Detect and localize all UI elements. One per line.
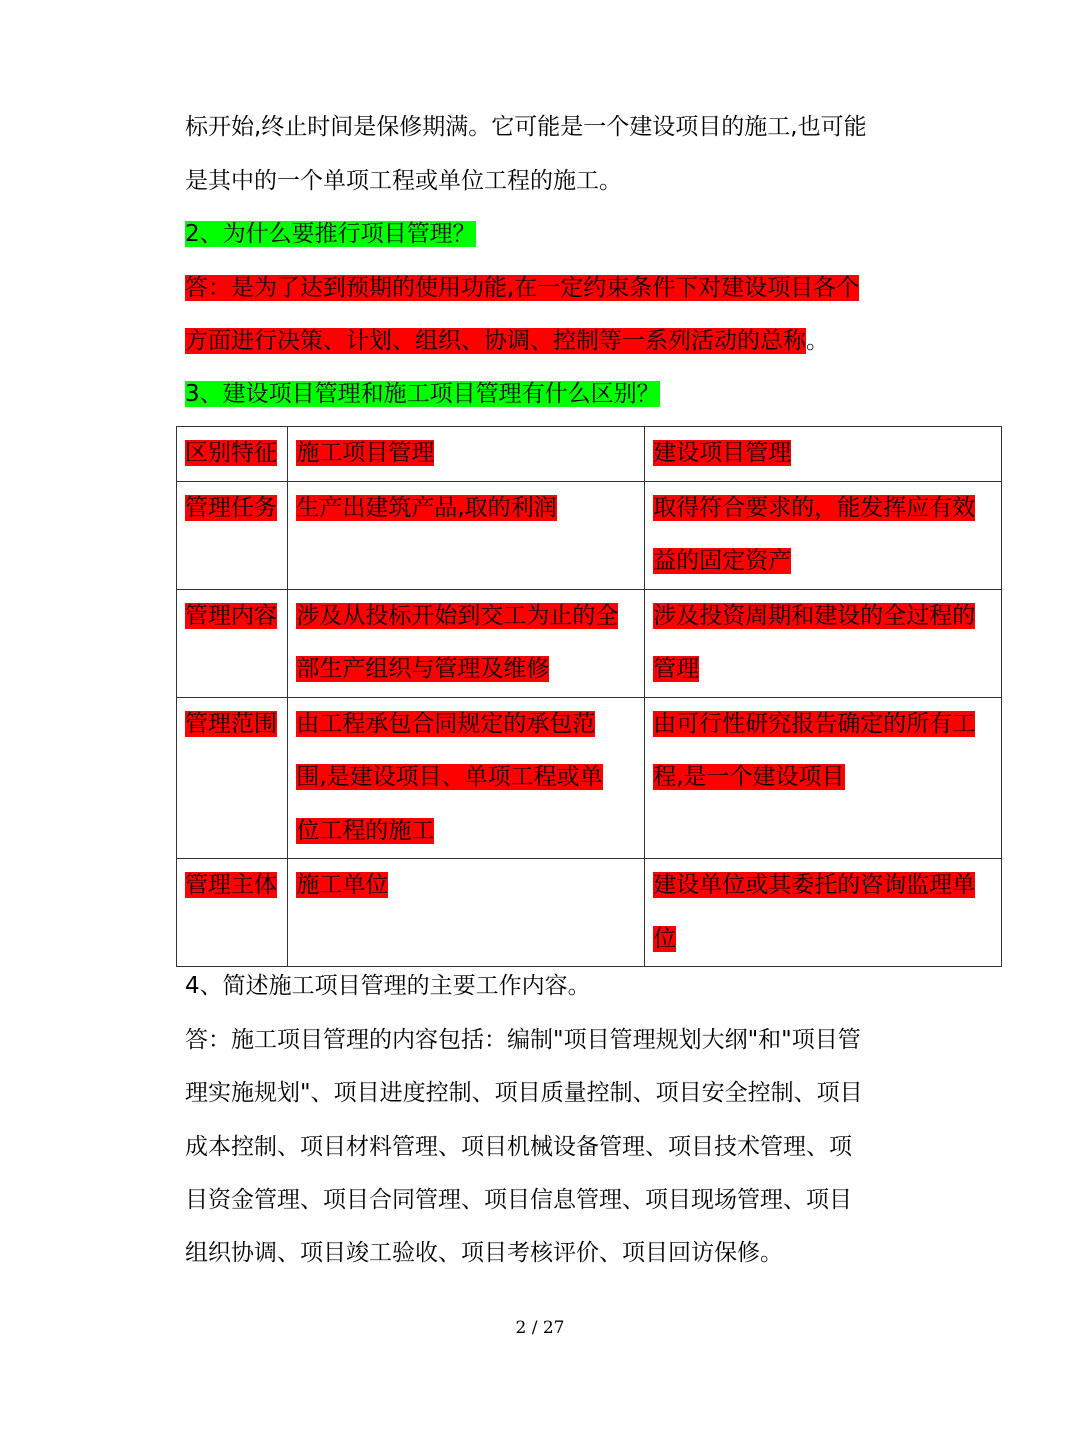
table-cell-project xyxy=(645,697,1002,859)
answer-4-line-5: 组织协调、项目竣工验收、项目考核评价、项目回访保修。 xyxy=(185,1240,783,1266)
cell-text: 涉及从投标开始到交工为止的全 xyxy=(296,602,619,629)
page-number: 2 / 27 xyxy=(515,1318,565,1338)
comparison-table xyxy=(176,426,1002,967)
cell-text: 生产出建筑产品,取的利润 xyxy=(296,494,557,521)
cell-text: 建设单位或其委托的咨询监理单 xyxy=(653,872,976,898)
table-row xyxy=(177,697,1002,859)
table-header-cell xyxy=(288,427,645,482)
answer-2-line-2-tail: 。 xyxy=(806,328,829,354)
row-feature-label: 管理任务 xyxy=(185,494,277,521)
row-feature-label: 管理范围 xyxy=(185,710,277,737)
cell-text: 由工程承包合同规定的承包范 xyxy=(296,710,596,737)
cell-text: 程,是一个建设项目 xyxy=(653,764,845,790)
cell-text: 施工单位 xyxy=(296,872,389,898)
table-cell-construction xyxy=(288,859,645,967)
header-project: 建设项目管理 xyxy=(653,440,792,466)
cell-text: 围,是建设项目、单项工程或单 xyxy=(296,764,603,790)
answer-2-line-1 xyxy=(185,273,859,303)
table-cell-project xyxy=(645,589,1002,697)
table-cell-feature xyxy=(177,481,288,589)
answer-2-line-2-text: 方面进行决策、计划、组织、协调、控制等一系列活动的总称 xyxy=(185,328,806,354)
cell-text: 位工程的施工 xyxy=(296,817,435,844)
table-cell-project xyxy=(645,481,1002,589)
answer-2-line-1-text: 答：是为了达到预期的使用功能,在一定约束条件下对建设项目各个 xyxy=(185,275,860,301)
cell-text: 涉及投资周期和建设的全过程的 xyxy=(653,602,976,629)
question-2-text: 2、为什么要推行项目管理？ xyxy=(185,221,476,247)
header-construction: 施工项目管理 xyxy=(296,440,435,466)
answer-4-line-1: 答：施工项目管理的内容包括：编制"项目管理规划大纲"和"项目管 xyxy=(185,1027,861,1053)
cell-text: 位 xyxy=(653,925,677,952)
cell-text: 益的固定资产 xyxy=(653,548,792,574)
cell-text: 取得符合要求的，能发挥应有效 xyxy=(653,494,976,521)
answer-4-line-3: 成本控制、项目材料管理、项目机械设备管理、项目技术管理、项 xyxy=(185,1134,852,1160)
table-row xyxy=(177,589,1002,697)
row-feature-label: 管理内容 xyxy=(185,602,277,629)
question-3 xyxy=(185,379,660,409)
table-header-row xyxy=(177,427,1002,482)
table-cell-feature xyxy=(177,589,288,697)
cell-text: 管理 xyxy=(653,656,700,682)
answer-4-line-4: 目资金管理、项目合同管理、项目信息管理、项目现场管理、项目 xyxy=(185,1187,852,1213)
row-feature-label: 管理主体 xyxy=(185,872,277,898)
question-4: 4、简述施工项目管理的主要工作内容。 xyxy=(185,973,591,999)
table-cell-feature xyxy=(177,697,288,859)
table-cell-project xyxy=(645,859,1002,967)
table-header-cell xyxy=(177,427,288,482)
answer-2-line-2 xyxy=(185,326,829,356)
cell-text: 部生产组织与管理及维修 xyxy=(296,656,550,682)
cell-text: 由可行性研究报告确定的所有工 xyxy=(653,710,976,737)
question-3-text: 3、建设项目管理和施工项目管理有什么区别？ xyxy=(185,381,660,407)
question-2 xyxy=(185,219,476,249)
table-row xyxy=(177,859,1002,967)
table-cell-construction xyxy=(288,589,645,697)
intro-line-1: 标开始,终止时间是保修期满。它可能是一个建设项目的施工,也可能 xyxy=(185,114,867,140)
answer-4-line-2: 理实施规划"、项目进度控制、项目质量控制、项目安全控制、项目 xyxy=(185,1080,863,1106)
header-feature: 区别特征 xyxy=(185,440,277,466)
table-row xyxy=(177,481,1002,589)
table-cell-construction xyxy=(288,697,645,859)
table-header-cell xyxy=(645,427,1002,482)
table-cell-construction xyxy=(288,481,645,589)
intro-line-2: 是其中的一个单项工程或单位工程的施工。 xyxy=(185,168,622,194)
table-cell-feature xyxy=(177,859,288,967)
